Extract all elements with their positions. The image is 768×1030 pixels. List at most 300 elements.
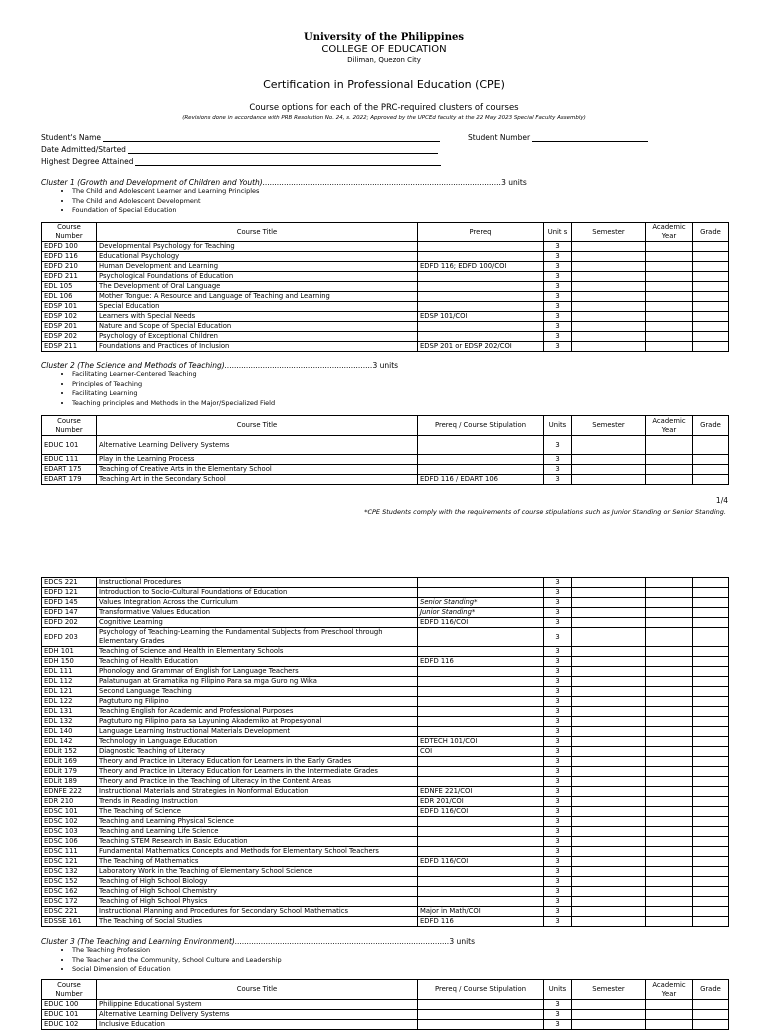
academic-year-cell[interactable] <box>646 436 693 455</box>
course-number-cell: EDL 122 <box>42 697 97 707</box>
grade-cell[interactable] <box>693 867 729 877</box>
semester-cell[interactable] <box>572 342 646 352</box>
units-cell: 3 <box>544 817 572 827</box>
academic-year-cell[interactable] <box>646 677 693 687</box>
semester-cell[interactable] <box>572 697 646 707</box>
prereq-cell: EDSP 101/COI <box>418 312 544 322</box>
semester-cell[interactable] <box>572 807 646 817</box>
grade-cell[interactable] <box>693 475 729 485</box>
academic-year-cell[interactable] <box>646 242 693 252</box>
academic-year-cell[interactable] <box>646 1010 693 1020</box>
academic-year-cell[interactable] <box>646 837 693 847</box>
academic-year-cell[interactable] <box>646 618 693 628</box>
prereq-cell <box>418 817 544 827</box>
grade-cell[interactable] <box>693 747 729 757</box>
academic-year-cell[interactable] <box>646 657 693 667</box>
course-number-cell: EDL 105 <box>42 282 97 292</box>
units-cell: 3 <box>544 747 572 757</box>
table-row <box>42 436 729 455</box>
grade-cell[interactable] <box>693 588 729 598</box>
academic-year-cell[interactable] <box>646 272 693 282</box>
units-cell: 3 <box>544 475 572 485</box>
course-title-cell: Laboratory Work in the Teaching of Elementary School Science <box>97 867 418 877</box>
academic-year-cell[interactable] <box>646 907 693 917</box>
course-number-cell: EDFD 116 <box>42 252 97 262</box>
col-header: Course Number <box>42 223 97 242</box>
prereq-cell <box>418 455 544 465</box>
prereq-cell <box>418 877 544 887</box>
academic-year-cell[interactable] <box>646 455 693 465</box>
course-title-cell: Pagtuturo ng Filipino <box>97 697 418 707</box>
academic-year-cell[interactable] <box>646 847 693 857</box>
course-number-cell: EDFD 210 <box>42 262 97 272</box>
date-admitted-line[interactable] <box>128 145 438 154</box>
table-row <box>42 767 729 777</box>
table-row <box>42 837 729 847</box>
grade-cell[interactable] <box>693 717 729 727</box>
academic-year-cell[interactable] <box>646 857 693 867</box>
semester-cell[interactable] <box>572 628 646 647</box>
grade-cell[interactable] <box>693 827 729 837</box>
units-cell: 3 <box>544 1000 572 1010</box>
grade-cell[interactable] <box>693 767 729 777</box>
table-row <box>42 272 729 282</box>
prereq-cell <box>418 1020 544 1030</box>
date-admitted-field[interactable] <box>41 145 438 154</box>
semester-cell[interactable] <box>572 292 646 302</box>
academic-year-cell[interactable] <box>646 262 693 272</box>
units-cell: 3 <box>544 807 572 817</box>
semester-cell[interactable] <box>572 252 646 262</box>
grade-cell[interactable] <box>693 302 729 312</box>
subtitle: Course options for each of the PRC-required clusters of courses <box>249 103 519 113</box>
course-title-cell: Inclusive Education <box>97 1020 418 1030</box>
grade-cell[interactable] <box>693 292 729 302</box>
semester-cell[interactable] <box>572 797 646 807</box>
grade-cell[interactable] <box>693 907 729 917</box>
table-row <box>42 302 729 312</box>
semester-cell[interactable] <box>572 727 646 737</box>
semester-cell[interactable] <box>572 332 646 342</box>
student-number-field[interactable] <box>468 133 648 142</box>
semester-cell[interactable] <box>572 647 646 657</box>
course-number-cell: EDLit 179 <box>42 767 97 777</box>
units-cell: 3 <box>544 242 572 252</box>
units-cell: 3 <box>544 647 572 657</box>
grade-cell[interactable] <box>693 578 729 588</box>
course-title-cell: Psychology of Teaching-Learning the Fundamental Subjects from Preschool through Elementary Grades <box>97 628 418 647</box>
semester-cell[interactable] <box>572 707 646 717</box>
student-name-field[interactable] <box>41 133 440 142</box>
semester-cell[interactable] <box>572 817 646 827</box>
semester-cell[interactable] <box>572 1010 646 1020</box>
grade-cell[interactable] <box>693 837 729 847</box>
academic-year-cell[interactable] <box>646 475 693 485</box>
course-title-cell: Diagnostic Teaching of Literacy <box>97 747 418 757</box>
semester-cell[interactable] <box>572 475 646 485</box>
prereq-cell <box>418 332 544 342</box>
semester-cell[interactable] <box>572 877 646 887</box>
course-number-cell: EDUC 111 <box>42 455 97 465</box>
semester-cell[interactable] <box>572 578 646 588</box>
revision-note: (Revisions done in accordance with PRB Resolution No. 24, s. 2022; Approved by the UPCEd faculty at the 22 May 2023 Special Faculty Assembly) <box>182 115 586 121</box>
grade-cell[interactable] <box>693 252 729 262</box>
table-row <box>42 747 729 757</box>
prereq-cell <box>418 578 544 588</box>
list-item: • The Teacher and the Community, School Culture and Leadership <box>72 956 282 966</box>
grade-cell[interactable] <box>693 787 729 797</box>
academic-year-cell[interactable] <box>646 647 693 657</box>
col-header: Academic Year <box>646 416 693 436</box>
course-number-cell: EDUC 102 <box>42 1020 97 1030</box>
course-number-cell: EDFD 211 <box>42 272 97 282</box>
semester-cell[interactable] <box>572 787 646 797</box>
table-row <box>42 827 729 837</box>
academic-year-cell[interactable] <box>646 608 693 618</box>
academic-year-cell[interactable] <box>646 777 693 787</box>
col-header: Grade <box>693 416 729 436</box>
course-title-cell: Teaching and Learning Physical Science <box>97 817 418 827</box>
prereq-cell <box>418 252 544 262</box>
table-row <box>42 578 729 588</box>
cluster3-bullets <box>62 946 282 975</box>
grade-cell[interactable] <box>693 917 729 927</box>
semester-cell[interactable] <box>572 887 646 897</box>
course-number-cell: EDFD 203 <box>42 628 97 647</box>
units-cell: 3 <box>544 827 572 837</box>
course-title-cell: Nature and Scope of Special Education <box>97 322 418 332</box>
units-cell: 3 <box>544 618 572 628</box>
academic-year-cell[interactable] <box>646 887 693 897</box>
semester-cell[interactable] <box>572 598 646 608</box>
academic-year-cell[interactable] <box>646 292 693 302</box>
grade-cell[interactable] <box>693 272 729 282</box>
semester-cell[interactable] <box>572 1020 646 1030</box>
grade-cell[interactable] <box>693 727 729 737</box>
semester-cell[interactable] <box>572 465 646 475</box>
prereq-cell <box>418 777 544 787</box>
prereq-cell <box>418 322 544 332</box>
semester-cell[interactable] <box>572 455 646 465</box>
semester-cell[interactable] <box>572 847 646 857</box>
course-number-cell: EDSC 121 <box>42 857 97 867</box>
prereq-cell <box>418 677 544 687</box>
grade-cell[interactable] <box>693 897 729 907</box>
course-number-cell: EDSC 102 <box>42 817 97 827</box>
academic-year-cell[interactable] <box>646 332 693 342</box>
cluster2-units: 3 units <box>372 361 399 370</box>
units-cell: 3 <box>544 867 572 877</box>
academic-year-cell[interactable] <box>646 877 693 887</box>
col-header: Course Title <box>97 980 418 1000</box>
student-number-line[interactable] <box>532 133 648 142</box>
academic-year-cell[interactable] <box>646 302 693 312</box>
academic-year-cell[interactable] <box>646 465 693 475</box>
units-cell: 3 <box>544 837 572 847</box>
course-title-cell: Phonology and Grammar of English for Language Teachers <box>97 667 418 677</box>
table-row <box>42 292 729 302</box>
semester-cell[interactable] <box>572 747 646 757</box>
grade-cell[interactable] <box>693 618 729 628</box>
grade-cell[interactable] <box>693 777 729 787</box>
grade-cell[interactable] <box>693 455 729 465</box>
course-number-cell: EDSP 202 <box>42 332 97 342</box>
prereq-cell: COI <box>418 747 544 757</box>
academic-year-cell[interactable] <box>646 867 693 877</box>
units-cell: 3 <box>544 608 572 618</box>
col-header: Semester <box>572 980 646 1000</box>
course-number-cell: EDNFE 222 <box>42 787 97 797</box>
grade-cell[interactable] <box>693 757 729 767</box>
table-row <box>42 465 729 475</box>
university-name: University of the Philippines <box>304 32 464 43</box>
semester-cell[interactable] <box>572 777 646 787</box>
academic-year-cell[interactable] <box>646 807 693 817</box>
semester-cell[interactable] <box>572 436 646 455</box>
academic-year-cell[interactable] <box>646 897 693 907</box>
prereq-cell <box>418 767 544 777</box>
grade-cell[interactable] <box>693 687 729 697</box>
academic-year-cell[interactable] <box>646 727 693 737</box>
units-cell: 3 <box>544 657 572 667</box>
grade-cell[interactable] <box>693 1020 729 1030</box>
grade-cell[interactable] <box>693 598 729 608</box>
grade-cell[interactable] <box>693 436 729 455</box>
semester-cell[interactable] <box>572 302 646 312</box>
semester-cell[interactable] <box>572 588 646 598</box>
academic-year-cell[interactable] <box>646 578 693 588</box>
course-title-cell: Theory and Practice in the Teaching of Literacy in the Content Areas <box>97 777 418 787</box>
academic-year-cell[interactable] <box>646 667 693 677</box>
course-title-cell: Psychology of Exceptional Children <box>97 332 418 342</box>
semester-cell[interactable] <box>572 242 646 252</box>
semester-cell[interactable] <box>572 322 646 332</box>
course-title-cell: Foundations and Practices of Inclusion <box>97 342 418 352</box>
grade-cell[interactable] <box>693 657 729 667</box>
academic-year-cell[interactable] <box>646 827 693 837</box>
academic-year-cell[interactable] <box>646 282 693 292</box>
prereq-cell <box>418 697 544 707</box>
table-row <box>42 618 729 628</box>
semester-cell[interactable] <box>572 608 646 618</box>
semester-cell[interactable] <box>572 757 646 767</box>
table-row <box>42 877 729 887</box>
table-row <box>42 1010 729 1020</box>
grade-cell[interactable] <box>693 817 729 827</box>
units-cell: 3 <box>544 777 572 787</box>
units-cell: 3 <box>544 282 572 292</box>
semester-cell[interactable] <box>572 737 646 747</box>
academic-year-cell[interactable] <box>646 628 693 647</box>
academic-year-cell[interactable] <box>646 342 693 352</box>
course-title-cell: The Teaching of Mathematics <box>97 857 418 867</box>
student-name-line[interactable] <box>103 133 440 142</box>
units-cell: 3 <box>544 667 572 677</box>
semester-cell[interactable] <box>572 837 646 847</box>
course-title-cell: Learners with Special Needs <box>97 312 418 322</box>
semester-cell[interactable] <box>572 657 646 667</box>
academic-year-cell[interactable] <box>646 717 693 727</box>
course-title-cell: Second Language Teaching <box>97 687 418 697</box>
grade-cell[interactable] <box>693 332 729 342</box>
grade-cell[interactable] <box>693 312 729 322</box>
academic-year-cell[interactable] <box>646 797 693 807</box>
units-cell: 3 <box>544 455 572 465</box>
course-title-cell: Teaching of Health Education <box>97 657 418 667</box>
grade-cell[interactable] <box>693 242 729 252</box>
prereq-cell: EDR 201/COI <box>418 797 544 807</box>
course-title-cell: Alternative Learning Delivery Systems <box>97 1010 418 1020</box>
course-number-cell: EDL 111 <box>42 667 97 677</box>
grade-cell[interactable] <box>693 887 729 897</box>
table-row <box>42 687 729 697</box>
table-row <box>42 897 729 907</box>
course-number-cell: EDR 210 <box>42 797 97 807</box>
highest-degree-field[interactable] <box>41 157 441 166</box>
course-title-cell: Teaching Art in the Secondary School <box>97 475 418 485</box>
grade-cell[interactable] <box>693 262 729 272</box>
academic-year-cell[interactable] <box>646 917 693 927</box>
academic-year-cell[interactable] <box>646 322 693 332</box>
grade-cell[interactable] <box>693 877 729 887</box>
col-header: Units <box>544 980 572 1000</box>
semester-cell[interactable] <box>572 867 646 877</box>
prereq-cell: Junior Standing* <box>418 608 544 618</box>
table-row <box>42 807 729 817</box>
academic-year-cell[interactable] <box>646 1020 693 1030</box>
course-number-cell: EDLit 152 <box>42 747 97 757</box>
semester-cell[interactable] <box>572 857 646 867</box>
col-header: Grade <box>693 980 729 1000</box>
academic-year-cell[interactable] <box>646 697 693 707</box>
units-cell: 3 <box>544 847 572 857</box>
academic-year-cell[interactable] <box>646 687 693 697</box>
table-row <box>42 282 729 292</box>
grade-cell[interactable] <box>693 697 729 707</box>
semester-cell[interactable] <box>572 897 646 907</box>
academic-year-cell[interactable] <box>646 787 693 797</box>
location: Diliman, Quezon City <box>347 56 421 64</box>
col-header: Semester <box>572 416 646 436</box>
course-number-cell: EDH 101 <box>42 647 97 657</box>
prereq-cell: EDSP 201 or EDSP 202/COI <box>418 342 544 352</box>
semester-cell[interactable] <box>572 917 646 927</box>
academic-year-cell[interactable] <box>646 817 693 827</box>
course-number-cell: EDSC 152 <box>42 877 97 887</box>
prereq-cell: EDFD 116 <box>418 917 544 927</box>
course-title-cell: Alternative Learning Delivery Systems <box>97 436 418 455</box>
grade-cell[interactable] <box>693 322 729 332</box>
academic-year-cell[interactable] <box>646 312 693 322</box>
cluster3-units: 3 units <box>449 937 476 946</box>
cluster1-heading: Cluster 1 (Growth and Development of Children and Youth)....................................................................................................3 units <box>41 178 527 187</box>
grade-cell[interactable] <box>693 677 729 687</box>
grade-cell[interactable] <box>693 857 729 867</box>
units-cell: 3 <box>544 787 572 797</box>
course-title-cell: Transformative Values Education <box>97 608 418 618</box>
semester-cell[interactable] <box>572 312 646 322</box>
academic-year-cell[interactable] <box>646 598 693 608</box>
grade-cell[interactable] <box>693 1000 729 1010</box>
semester-cell[interactable] <box>572 767 646 777</box>
grade-cell[interactable] <box>693 737 729 747</box>
prereq-cell <box>418 847 544 857</box>
col-header: Semester <box>572 223 646 242</box>
course-title-cell: Teaching and Learning Life Science <box>97 827 418 837</box>
table-row <box>42 847 729 857</box>
semester-cell[interactable] <box>572 717 646 727</box>
course-title-cell: Teaching English for Academic and Professional Purposes <box>97 707 418 717</box>
course-title-cell: Instructional Materials and Strategies in Nonformal Education <box>97 787 418 797</box>
highest-degree-line[interactable] <box>135 157 441 166</box>
semester-cell[interactable] <box>572 272 646 282</box>
prereq-cell <box>418 242 544 252</box>
prereq-cell: EDFD 116/COI <box>418 618 544 628</box>
academic-year-cell[interactable] <box>646 747 693 757</box>
grade-cell[interactable] <box>693 465 729 475</box>
cluster1-table <box>41 222 729 352</box>
semester-cell[interactable] <box>572 677 646 687</box>
units-cell: 3 <box>544 588 572 598</box>
list-item: • Principles of Teaching <box>72 380 275 390</box>
grade-cell[interactable] <box>693 342 729 352</box>
academic-year-cell[interactable] <box>646 757 693 767</box>
semester-cell[interactable] <box>572 618 646 628</box>
grade-cell[interactable] <box>693 608 729 618</box>
semester-cell[interactable] <box>572 1000 646 1010</box>
table-row <box>42 322 729 332</box>
semester-cell[interactable] <box>572 667 646 677</box>
course-number-cell: EDL 121 <box>42 687 97 697</box>
units-cell: 3 <box>544 767 572 777</box>
grade-cell[interactable] <box>693 797 729 807</box>
academic-year-cell[interactable] <box>646 1000 693 1010</box>
grade-cell[interactable] <box>693 628 729 647</box>
grade-cell[interactable] <box>693 847 729 857</box>
cluster2-heading: Cluster 2 (The Science and Methods of Teaching)..............................................................3 units <box>41 361 399 370</box>
units-cell: 3 <box>544 465 572 475</box>
cluster3-table <box>41 979 729 1030</box>
academic-year-cell[interactable] <box>646 252 693 262</box>
prereq-cell <box>418 588 544 598</box>
course-number-cell: EDH 150 <box>42 657 97 667</box>
semester-cell[interactable] <box>572 907 646 917</box>
academic-year-cell[interactable] <box>646 737 693 747</box>
units-cell: 3 <box>544 727 572 737</box>
cluster2-continued-table <box>41 577 729 927</box>
grade-cell[interactable] <box>693 1010 729 1020</box>
semester-cell[interactable] <box>572 827 646 837</box>
academic-year-cell[interactable] <box>646 588 693 598</box>
grade-cell[interactable] <box>693 282 729 292</box>
grade-cell[interactable] <box>693 807 729 817</box>
prereq-cell <box>418 707 544 717</box>
prereq-cell <box>418 667 544 677</box>
grade-cell[interactable] <box>693 667 729 677</box>
footnote: *CPE Students comply with the requirements of course stipulations such as Junior Standing or Senior Standing. <box>364 508 726 516</box>
semester-cell[interactable] <box>572 282 646 292</box>
academic-year-cell[interactable] <box>646 767 693 777</box>
grade-cell[interactable] <box>693 647 729 657</box>
semester-cell[interactable] <box>572 687 646 697</box>
table-row <box>42 588 729 598</box>
units-cell: 3 <box>544 897 572 907</box>
academic-year-cell[interactable] <box>646 707 693 717</box>
certification-title: Certification in Professional Education (CPE) <box>263 78 505 91</box>
semester-cell[interactable] <box>572 262 646 272</box>
prereq-cell <box>418 1000 544 1010</box>
grade-cell[interactable] <box>693 707 729 717</box>
